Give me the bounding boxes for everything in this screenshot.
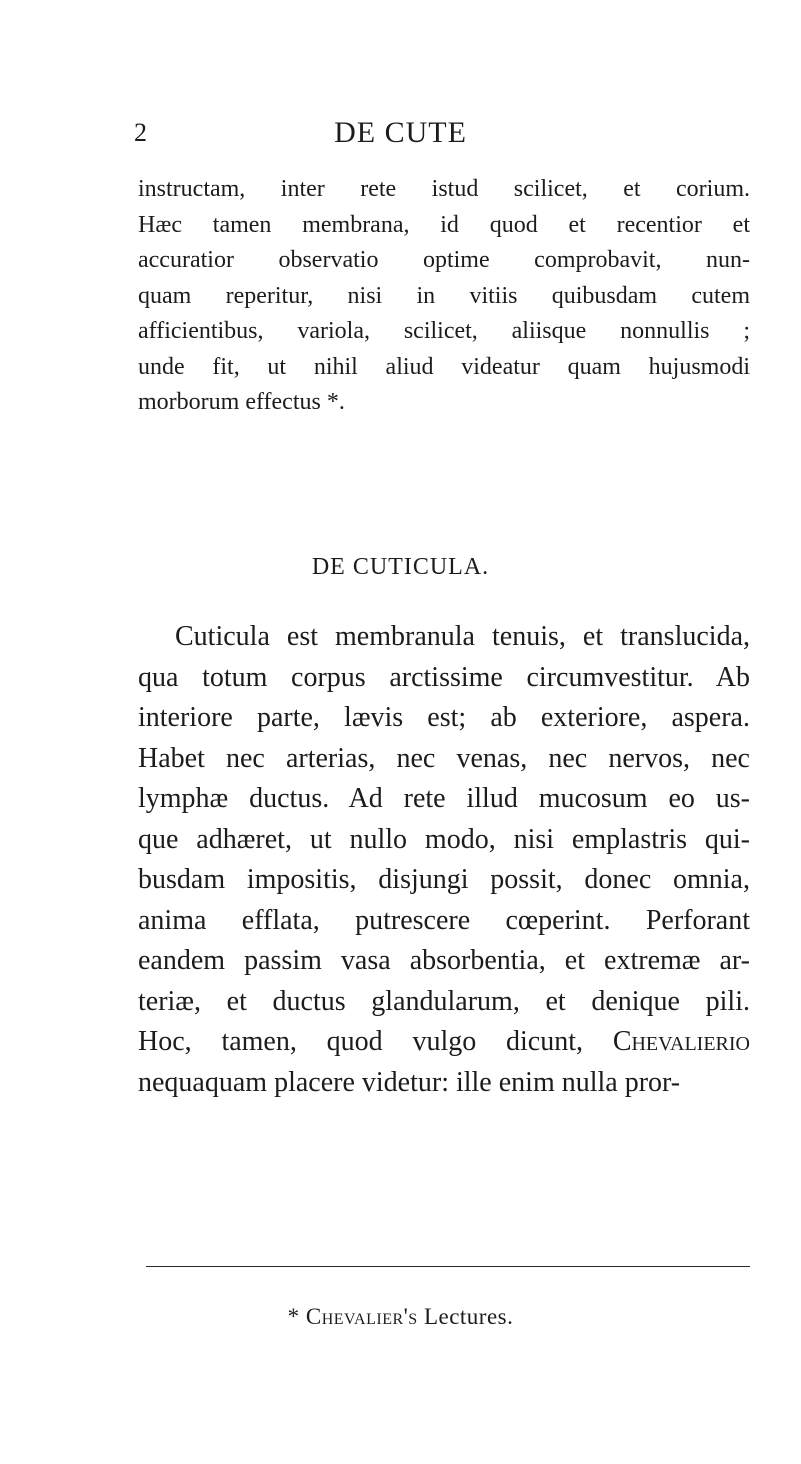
paragraph-1	[138, 172, 750, 421]
running-title: DE CUTE	[334, 116, 467, 149]
paragraph-line: instructam, inter rete istud scilicet, et corium.	[138, 176, 750, 202]
footnote-rule	[146, 1266, 750, 1267]
paragraph-2	[138, 617, 750, 1103]
paragraph-line: interiore parte, lævis est; ab exteriore, aspera.	[138, 702, 750, 733]
footnote: * Chevalier's Lectures.	[287, 1304, 514, 1329]
paragraph-line: quam reperitur, nisi in vitiis quibusdam cutem	[138, 282, 750, 309]
page-number: 2	[134, 118, 147, 147]
paragraph-line: teriæ, et ductus glandularum, et denique pili.	[138, 985, 750, 1017]
page-header	[0, 116, 801, 156]
paragraph-line: accuratior observatio optime comprobavit, nun-	[138, 247, 750, 273]
paragraph-line: afficientibus, variola, scilicet, aliisque nonnullis ;	[138, 318, 750, 344]
paragraph-line: Hæc tamen membrana, id quod et recentior et	[138, 211, 750, 238]
paragraph-line: morborum effectus *.	[138, 389, 345, 415]
paragraph-line: Cuticula est membranula tenuis, et translucida,	[175, 621, 750, 652]
section-title: DE CUTICULA.	[311, 554, 490, 580]
paragraph-line: Hoc, tamen, quod vulgo dicunt, Chevalierio	[138, 1026, 750, 1057]
paragraph-line: nequaquam placere videtur: ille enim nulla pror-	[138, 1066, 681, 1098]
paragraph-line: unde fit, ut nihil aliud videatur quam hujusmodi	[138, 353, 750, 380]
paragraph-line: busdam impositis, disjungi possit, donec omnia,	[138, 864, 750, 895]
paragraph-line: que adhæret, ut nullo modo, nisi emplastris qui-	[138, 823, 750, 855]
paragraph-line: eandem passim vasa absorbentia, et extremæ ar-	[138, 945, 750, 976]
paragraph-line: lymphæ ductus. Ad rete illud mucosum eo us-	[138, 783, 750, 814]
paragraph-line: qua totum corpus arctissime circumvestitur. Ab	[138, 661, 750, 693]
paragraph-line: Habet nec arterias, nec venas, nec nervos, nec	[138, 742, 750, 774]
paragraph-line: anima efflata, putrescere cœperint. Perforant	[138, 904, 750, 936]
